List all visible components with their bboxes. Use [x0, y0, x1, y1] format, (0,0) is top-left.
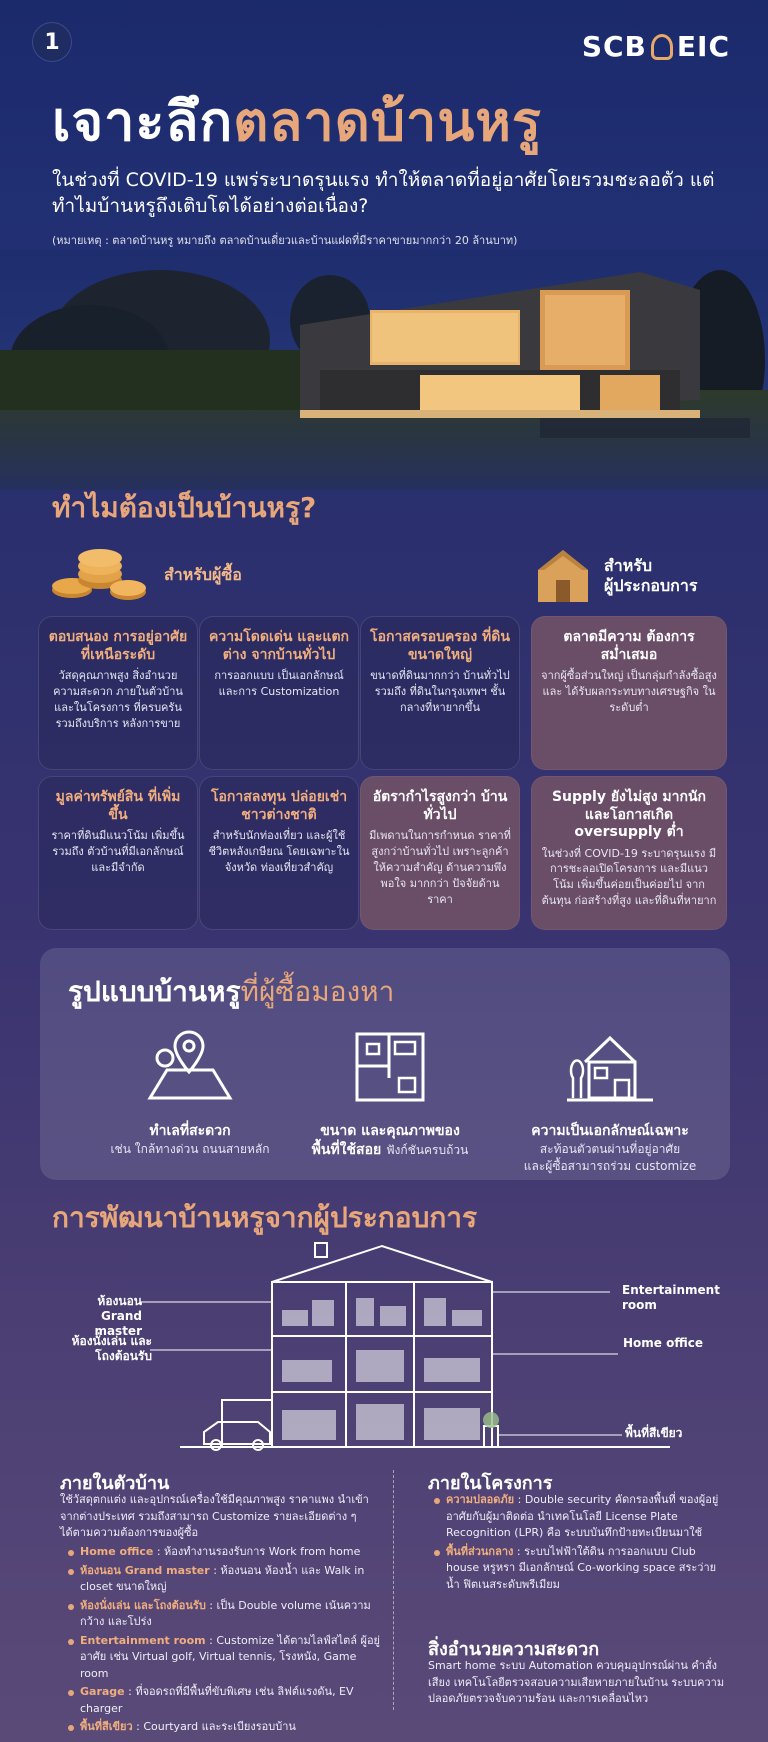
reason-card-body: ราคาที่ดินมีแนวโน้ม เพิ่มขึ้น รวมถึง ตัวบ้านที่มีเอกลักษณ์ และมีจำกัด	[51, 829, 185, 874]
list-item-key: Entertainment room	[80, 1633, 206, 1647]
reason-card-body: วัสดุคุณภาพสูง สิ่งอำนวยความสะดวก ภายในตัวบ้านและในโครงการ ที่ครบครัน รวมถึงบริการ หลังการขาย	[53, 669, 183, 730]
page-title	[52, 92, 542, 151]
reason-card	[199, 776, 359, 930]
reason-card-heading: ตอบสนอง การอยู่อาศัย ที่เหนือระดับ	[48, 629, 188, 663]
list-item-key: พื้นที่สีเขียว	[80, 1720, 133, 1733]
inside-house-title: ภายในตัวบ้าน	[60, 1473, 170, 1494]
label-entertainment-room	[622, 1283, 720, 1313]
developer-reason-card	[360, 776, 520, 930]
preferences-title-white: รูปแบบบ้านหรู	[68, 975, 241, 1008]
convenience-title: สิ่งอำนวยความสะดวก	[428, 1639, 600, 1660]
list-item	[66, 1684, 380, 1717]
reason-card	[199, 616, 359, 770]
label-home-office: Home office	[623, 1336, 703, 1350]
preferences-title	[68, 970, 394, 1014]
list-item-key: พื้นที่ส่วนกลาง	[446, 1544, 514, 1558]
page-number-badge	[32, 22, 72, 62]
reason-card-body: มีเพดานในการกำหนด ราคาที่สูงกว่าบ้านทั่วไป เพราะลูกค้าให้ความสำคัญ ด้านความพึงพอใจ มากกว่า ปัจจัยด้านราคา	[369, 829, 511, 906]
list-item-value: : ระบบไฟฟ้าใต้ดิน การออกแบบ Club house หรูหรา มีเอกลักษณ์ Co-working space สระว่ายน้ำ ฟิตเนสระดับพรีเมียม	[446, 1544, 717, 1591]
preference-body-line2: และผู้ซื้อสามารถร่วม customize	[523, 1158, 697, 1173]
subtitle: ในช่วงที่ COVID-19 แพร่ระบาดรุนแรง ทำให้ตลาดที่อยู่อาศัยโดยรวมชะลอตัว แต่ทำไมบ้านหรูถึงเติบโตได้อย่างต่อเนื่อง?	[52, 169, 715, 217]
logo-right-text: EIC	[676, 30, 730, 63]
coins-icon	[50, 540, 150, 610]
preference-heading	[290, 1122, 490, 1160]
list-item-value: : เป็น Double volume เน้นความกว้าง และโปร่ง	[80, 1598, 371, 1628]
list-item	[432, 1544, 722, 1594]
reason-card-heading: Supply ยังไม่สูง มากนัก และโอกาสเกิด oversupply ต่ำ	[551, 789, 707, 840]
map-pin-icon	[145, 1028, 235, 1108]
developer-label	[604, 556, 697, 596]
buyer-label: สำหรับผู้ซื้อ	[164, 564, 242, 584]
preference-space	[290, 1028, 490, 1160]
why-section-title: ทำไมต้องเป็นบ้านหรู?	[52, 491, 317, 524]
label-grand-master-line2: Grand master	[94, 1309, 142, 1338]
house-box-icon	[536, 548, 590, 604]
list-item	[66, 1719, 380, 1736]
list-item-key: ความปลอดภัย	[446, 1493, 515, 1506]
logo-mark-icon	[651, 34, 673, 60]
reason-card-heading: ความโดดเด่น และแตกต่าง จากบ้านทั่วไป	[208, 629, 350, 663]
preference-heading: ทำเลที่สะดวก	[149, 1123, 231, 1139]
list-item-value: : ที่จอดรถที่มีพื้นที่ขับพิเศษ เช่น ลิฟต์แรงดัน, EV charger	[80, 1685, 354, 1715]
preferences-title-orange: ที่ผู้ซื้อมองหา	[240, 975, 395, 1008]
reason-card-body: การออกแบบ เป็นเอกลักษณ์ และการ Customization	[214, 669, 344, 698]
preference-body: เช่น ใกล้ทางด่วน ถนนสายหลัก	[110, 1141, 270, 1156]
developer-label-line1: สำหรับ	[604, 556, 653, 575]
preference-heading: ความเป็นเอกลักษณ์เฉพาะ	[531, 1123, 689, 1139]
preference-heading-line1: ขนาด และคุณภาพของ	[320, 1123, 460, 1139]
floor-plan-icon	[345, 1028, 435, 1108]
list-item	[66, 1633, 380, 1683]
house-icon	[565, 1028, 655, 1108]
list-item-value: : ห้องนอน ห้องน้ำ และ Walk in closet ขนาดใหญ่	[80, 1563, 365, 1593]
luxury-house-photo	[0, 250, 768, 490]
inside-project-list	[432, 1492, 722, 1595]
reason-card-body: สำหรับนักท่องเที่ยว และผู้ใช้ชีวิตหลังเกษียณ โดยเฉพาะในจังหวัด ท่องเที่ยวสำคัญ	[208, 829, 350, 874]
page-number: 1	[44, 29, 60, 55]
title-main: เจาะลึก	[52, 90, 234, 153]
list-item-key: Home office	[80, 1545, 154, 1558]
preference-uniqueness	[500, 1028, 720, 1174]
list-item	[66, 1563, 380, 1596]
reason-card-heading: โอกาสครอบครอง ที่ดินขนาดใหญ่	[370, 629, 510, 663]
reason-card	[38, 616, 198, 770]
inside-house-intro: ใช้วัสดุตกแต่ง และอุปกรณ์เครื่องใช้มีคุณภาพสูง ราคาแพง นำเข้าจากต่างประเทศ รวมถึงสามารถ Customize รายละเอียดต่าง ๆ ได้ตามความต้องการของผู้ซื้อ	[60, 1493, 369, 1539]
label-living-line1: ห้องนั่งเล่น และ	[71, 1334, 152, 1348]
development-title: การพัฒนาบ้านหรูจากผู้ประกอบการ	[52, 1201, 478, 1234]
reason-card-heading: อัตรากำไรสูงกว่า บ้านทั่วไป	[372, 789, 508, 823]
list-item-value: : Courtyard และระเบียงรอบบ้าน	[132, 1720, 296, 1733]
reason-card-body: ในช่วงที่ COVID-19 ระบาดรุนแรง มีการชะลอเปิดโครงการ และมีแนวโน้ม เพิ่มขึ้นค่อยเป็นค่อยไป จากต้นทุน ก่อสร้างที่สูง และที่ดินที่หายาก	[541, 846, 717, 908]
label-grand-master-line1: ห้องนอน	[97, 1294, 142, 1308]
label-green-area: พื้นที่สีเขียว	[625, 1426, 683, 1440]
reason-card	[38, 776, 198, 930]
footnote: (หมายเหตุ : ตลาดบ้านหรู หมายถึง ตลาดบ้านเดี่ยวและบ้านแฝดที่มีราคาขายมากกว่า 20 ล้านบาท)	[52, 234, 518, 247]
label-living-line2: โถงต้อนรับ	[95, 1349, 152, 1363]
list-item-key: ห้องนั่งเล่น และโถงต้อนรับ	[80, 1598, 206, 1612]
label-entertainment-line2: room	[622, 1298, 657, 1312]
reason-card-body: จากผู้ซื้อส่วนใหญ่ เป็นกลุ่มกำลังซื้อสูงและ ได้รับผลกระทบทางเศรษฐกิจ ในระดับต่ำ	[541, 669, 717, 714]
preference-location	[80, 1028, 300, 1158]
list-item-value: : ห้องทำงานรองรับการ Work from home	[153, 1545, 361, 1558]
label-living-room	[40, 1334, 152, 1364]
inside-house-list	[66, 1544, 380, 1738]
preference-body: ฟังก์ชันครบถ้วน	[386, 1142, 469, 1157]
reason-card-heading: โอกาสลงทุน ปล่อยเช่า ชาวต่างชาติ	[210, 789, 348, 823]
developer-reason-card	[531, 616, 727, 770]
buyer-header	[50, 540, 242, 610]
reason-card	[360, 616, 520, 770]
preference-heading-line2: พื้นที่ใช้สอย	[311, 1141, 382, 1158]
preference-body-line1: สะท้อนตัวตนผ่านที่อยู่อาศัย	[539, 1141, 681, 1156]
developer-reason-card	[531, 776, 727, 930]
list-item	[66, 1598, 380, 1631]
reason-card-heading: มูลค่าทรัพย์สิน ที่เพิ่มขึ้น	[55, 789, 181, 823]
list-item-key: ห้องนอน Grand master	[80, 1563, 210, 1577]
reason-card-heading: ตลาดมีความ ต้องการสม่ำเสมอ	[563, 629, 695, 663]
convenience-body: Smart home ระบบ Automation ควบคุมอุปกรณ์ผ่าน คำสั่งเสียง เทคโนโลยีตรวจสอบความเสียหายภายในบ้าน ระบบความปลอดภัยตรวจจับความร้อน และการเคลื่อนไหว	[428, 1659, 725, 1705]
list-item	[66, 1544, 380, 1561]
label-grand-master	[88, 1294, 142, 1309]
list-item-key: Garage	[80, 1685, 125, 1698]
list-item-value: : Double security คัดกรองพื้นที่ ของผู้อยู่อาศัยกับผู้มาติดต่อ นำเทคโนโลยี License Plate Recognition (LPR) คือ ระบบบันทึกป้ายทะเบียนมาใช้	[446, 1493, 719, 1539]
developer-label-line2: ผู้ประกอบการ	[604, 576, 698, 595]
logo-left-text: SCB	[581, 30, 647, 63]
title-accent: ตลาดบ้านหรู	[233, 90, 542, 153]
label-entertainment-line1: Entertainment	[622, 1283, 720, 1297]
column-divider	[393, 1470, 394, 1710]
scb-eic-logo	[582, 30, 730, 63]
developer-header	[536, 548, 697, 604]
list-item-value: : Customize ได้ตามไลฟ์สไตล์ ผู้อยู่อาศัย เช่น Virtual golf, Virtual tennis, โรงหนัง, Game room	[80, 1633, 380, 1680]
inside-project-title: ภายในโครงการ	[428, 1473, 553, 1494]
reason-card-body: ขนาดที่ดินมากกว่า บ้านทั่วไป รวมถึง ที่ดินในกรุงเทพฯ ชั้นกลางที่หายากขึ้น	[370, 669, 510, 714]
list-item	[432, 1492, 722, 1542]
